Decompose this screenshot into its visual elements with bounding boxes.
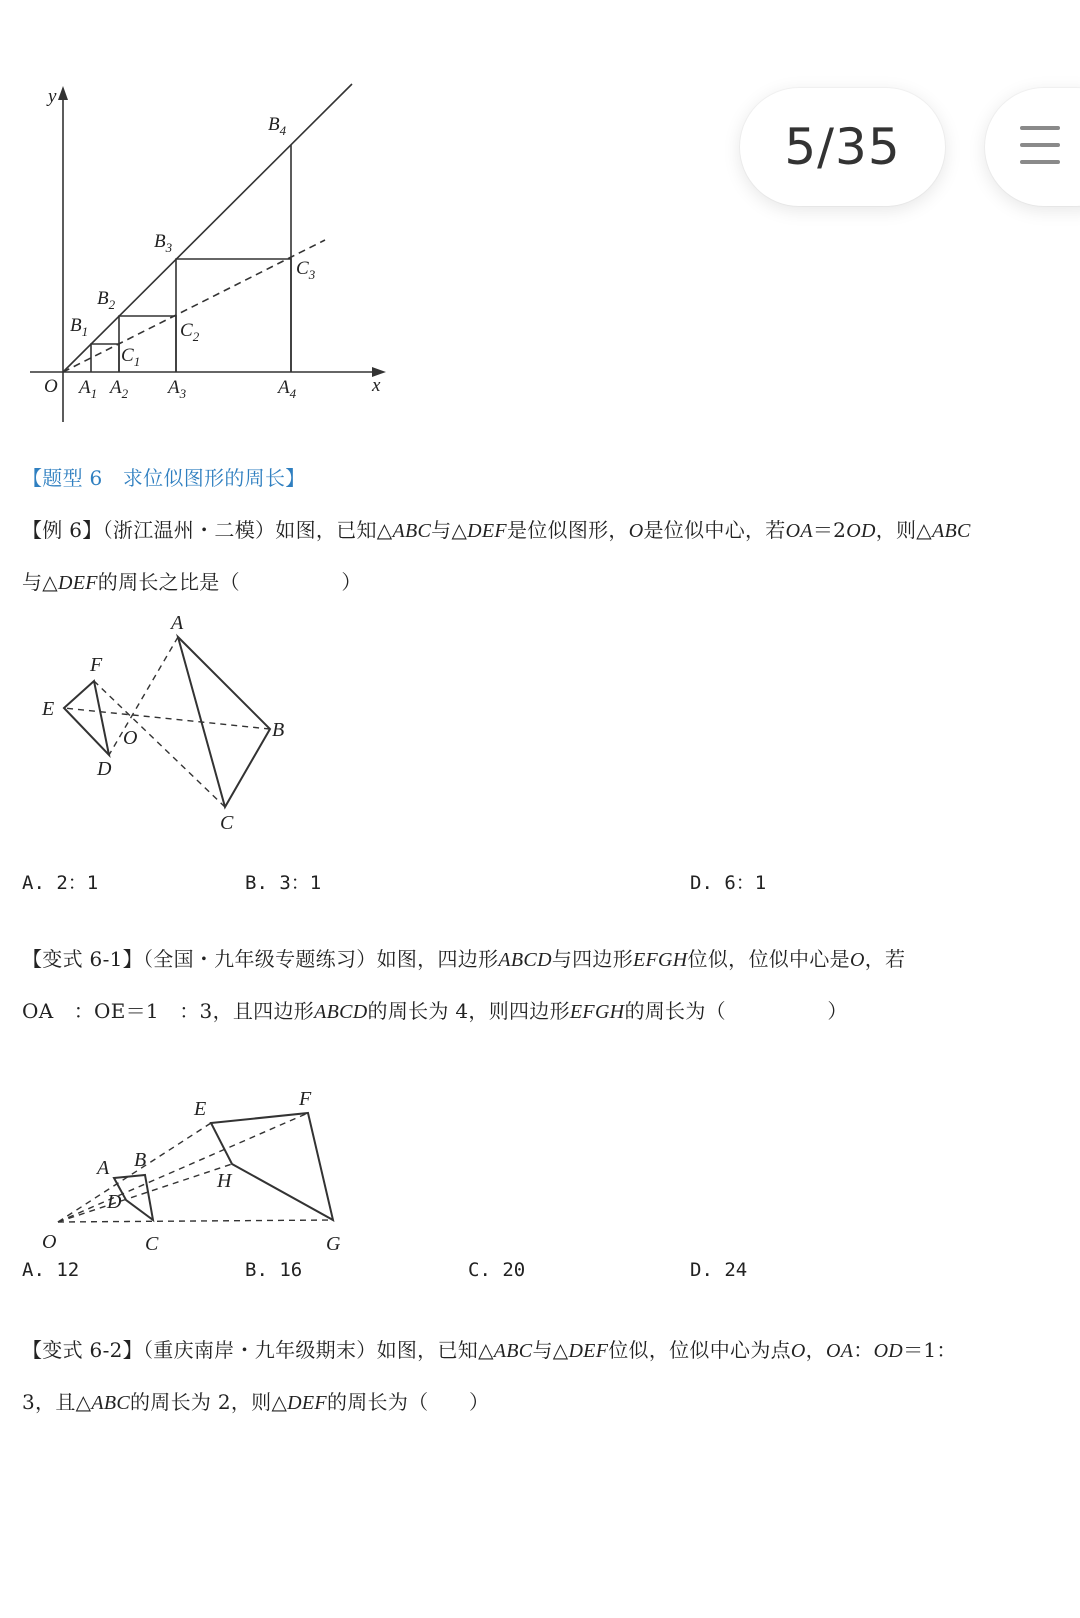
label-e: E [42,698,55,720]
triangle-def [64,681,109,755]
label-e: E [194,1098,207,1120]
example6-line2: 与△DEF的周长之比是（ ） [22,570,362,594]
section-title: 【题型 6 求位似图形的周长】 [22,466,306,490]
variant6-1-line1: 【变式 6-1】（全国・九年级专题练习）如图，四边形ABCD与四边形EFGH位似，位似中心是O，若 [22,947,906,971]
option-d[interactable]: D. 6：1 [690,872,767,894]
label-d: D [107,1191,122,1213]
figure-variant6-1-quadrilaterals [30,1050,380,1260]
option-c[interactable]: C. 20 [468,1259,526,1281]
b2-label: $B_2$ [97,288,116,312]
option-b[interactable]: B. 3：1 [245,872,322,894]
variant6-1-label: 【变式 6-1】 [22,947,143,971]
label-d: D [97,758,112,780]
example6-line1: 【例 6】（浙江温州・二模）如图，已知△ABC与△DEF是位似图形，O是位似中心，若OA＝2OD，则△ABC [22,518,971,542]
label-g: G [326,1233,341,1255]
example6-label: 【例 6】 [22,518,103,542]
label-c: C [145,1233,159,1255]
y-axis-label: y [48,86,57,107]
variant6-1-source: （全国・九年级专题练习） [142,947,377,971]
figure-coordinate-squares [20,78,420,518]
label-a: A [171,612,184,634]
option-d[interactable]: D. 24 [690,1259,748,1281]
c2-label: $C_2$ [180,320,200,344]
a4-label: $A_4$ [278,377,297,401]
variant6-2-label: 【变式 6-2】 [22,1338,143,1362]
a3-label: $A_3$ [168,377,187,401]
label-b: B [272,719,285,741]
option-a[interactable]: A. 2：1 [22,872,99,894]
line-ob [63,84,352,372]
variant6-1-line2: OA ：OE＝1 ：3，且四边形ABCD的周长为 4，则四边形EFGH的周长为（ ） [22,999,848,1023]
menu-button[interactable] [985,88,1080,206]
label-h: H [217,1170,232,1192]
a1-label: $A_1$ [79,377,98,401]
variant6-2-line2: 3，且△ABC的周长为 2，则△DEF的周长为（ ） [22,1390,490,1414]
c1-label: $C_1$ [121,345,141,369]
figure-example6-triangles [30,605,350,855]
label-c: C [220,812,234,834]
page-counter[interactable] [740,88,945,206]
label-f: F [90,654,103,676]
label-o: O [42,1231,57,1253]
triangle-abc [178,637,270,807]
c3-label: $C_3$ [296,258,316,282]
option-a[interactable]: A. 12 [22,1259,80,1281]
label-b: B [134,1149,147,1171]
example6-source: （浙江温州・二模） [102,518,276,542]
page-counter-text: 5/35 [784,118,901,176]
x-axis-label: x [372,375,381,396]
option-b[interactable]: B. 16 [245,1259,303,1281]
a2-label: $A_2$ [110,377,129,401]
b1-label: $B_1$ [70,315,89,339]
y-arrow [58,86,68,100]
origin-label: O [44,376,58,397]
label-o: O [123,727,138,749]
variant6-2-line1: 【变式 6-2】（重庆南岸・九年级期末）如图，已知△ABC与△DEF位似，位似中心为点O，OA：OD＝1： [22,1338,957,1362]
variant6-2-source: （重庆南岸・九年级期末） [142,1338,377,1362]
label-a: A [97,1157,110,1179]
label-f: F [299,1088,312,1110]
b3-label: $B_3$ [154,231,173,255]
b4-label: $B_4$ [268,114,287,138]
